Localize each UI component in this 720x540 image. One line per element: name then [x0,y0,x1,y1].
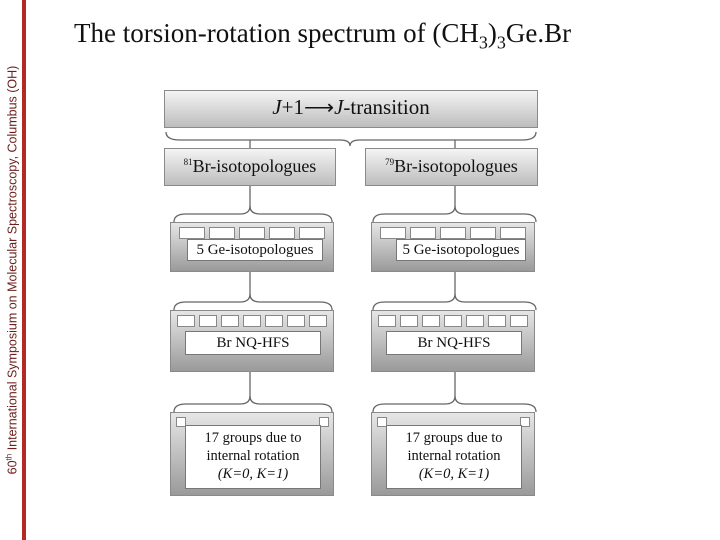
brace-right-3 [373,372,455,412]
nq-slot [466,315,484,327]
ge-slot [299,227,325,239]
isotopologue-box-left [164,148,336,186]
title-part: ) [487,18,497,48]
brace-left-2 [174,272,250,310]
brace-left-3 [174,372,250,412]
brace-top [166,132,536,146]
nq-box-left [170,310,334,372]
nq-slot [177,315,195,327]
groups-line2-right: internal rotation [407,448,501,464]
groups-box-left [170,412,334,496]
groups-line3-right: (K=0, K=1) [418,466,490,482]
nq-slot [510,315,528,327]
groups-label-left [185,425,321,489]
nq-box-right [371,310,535,372]
isotope-mass-right: 79 [385,157,395,167]
groups-box-right [371,412,535,496]
transition-plus: +1 [281,95,304,119]
nq-slot [444,315,462,327]
transition-box [164,90,538,128]
ge-slot [209,227,235,239]
groups-line3-left: (K=0, K=1) [217,466,289,482]
title-subscript: 3 [496,32,506,53]
transition-j: J [272,95,282,119]
groups-line2-left: internal rotation [206,448,300,464]
nq-slot [378,315,396,327]
ge-label-left: 5 Ge-isotopologues [187,239,323,261]
nq-slot [488,315,506,327]
title-part: The torsion-rotation spectrum of (CH [74,18,479,48]
nq-slot [243,315,261,327]
nq-slot [199,315,217,327]
nq-slot [309,315,327,327]
ge-slot [500,227,526,239]
nq-slot [400,315,418,327]
ge-box-right [371,222,535,272]
nq-slot [287,315,305,327]
side-caption-ordinal: th [4,453,14,461]
brace-right-2 [373,272,455,310]
ge-slot [269,227,295,239]
groups-label-right [386,425,522,489]
ge-slot [410,227,436,239]
ge-box-left [170,222,334,272]
isotope-mass-left: 81 [183,157,193,167]
title-subscript: 3 [478,32,488,53]
isotopologue-text-right: Br-isotopologues [394,156,518,176]
isotopologue-box-right [365,148,538,186]
transition-label [165,95,537,120]
groups-line1-right: 17 groups due to [405,430,503,446]
ge-label-right: 5 Ge-isotopologues [396,239,526,261]
ge-slot [470,227,496,239]
nq-slot [265,315,283,327]
groups-line1-left: 17 groups due to [204,430,302,446]
side-caption-text: International Symposium on Molecular Spectroscopy, Columbus (OH) [5,65,20,454]
ge-slot [380,227,406,239]
isotopologue-text-left: Br-isotopologues [192,156,317,176]
nq-slot [422,315,440,327]
transition-j2: J [334,95,344,119]
side-caption-number: 60 [5,460,20,475]
ge-slot [440,227,466,239]
nq-label-left: Br NQ-HFS [185,331,321,355]
ge-slot [239,227,265,239]
arrow-right-icon: ⟶ [303,95,335,119]
nq-slot [221,315,239,327]
brace-left-1 [174,186,250,222]
title-part: Ge.Br [505,18,572,48]
isotopologue-label-left [165,156,335,177]
ge-slot [179,227,205,239]
isotopologue-label-right [366,156,537,177]
transition-rest: -transition [343,95,430,119]
nq-label-right: Br NQ-HFS [386,331,522,355]
brace-right-1 [373,186,455,222]
